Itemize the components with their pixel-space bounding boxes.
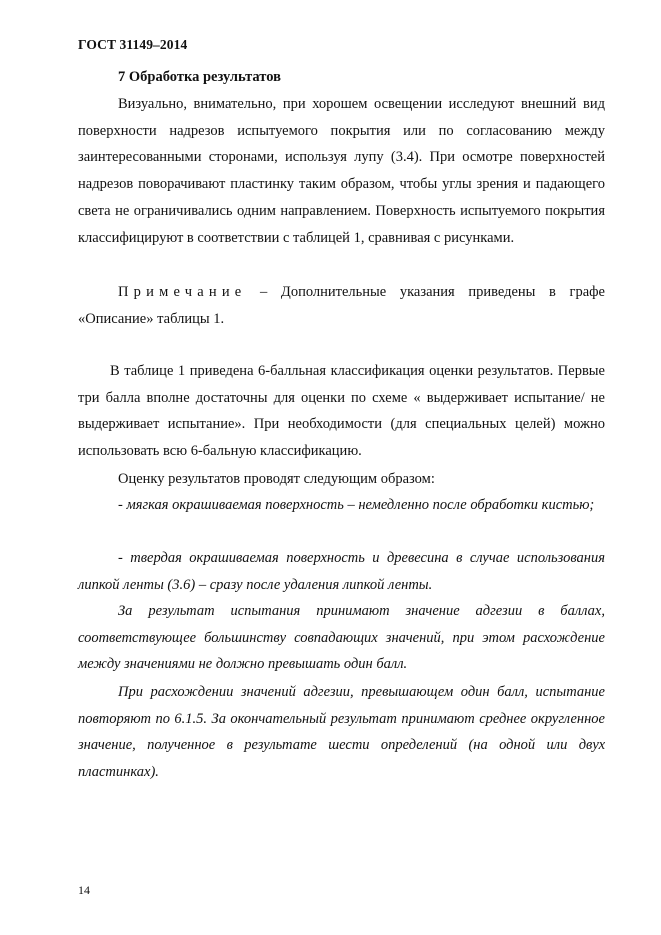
list-item-soft-surface: - мягкая окрашиваемая поверхность – немедленно после обработки кистью; xyxy=(118,497,595,513)
paragraph-visual-inspection: Визуально, внимательно, при хорошем освещении исследуют внешний вид поверхности надрезов испытуемого покрытия или по согласованию между заинтересованными сторонами, используя лупу (3.4). При осмотре поверхностей надрезов поворачивают пластинку таким образом, чтобы углы зрения и падающего света не ограничивались одним направлением. Поверхность испытуемого покрытия классифицируют в соответствии с таблицей 1, сравнивая с рисунками. xyxy=(78,96,605,246)
paragraph-evaluation-intro: Оценку результатов проводят следующим образом: xyxy=(118,471,435,487)
paragraph-test-result: За результат испытания принимают значение адгезии в баллах, соответствующее большинству совпадающих значений, при этом расхождение между значениями не должно превышать один балл. xyxy=(78,603,605,673)
note-label: Примечание xyxy=(118,284,247,300)
note-text: – Дополнительные указания приведены в графе «Описание» таблицы 1. xyxy=(78,284,605,327)
section-title: 7 Обработка результатов xyxy=(118,69,281,85)
list-item-hard-surface: - твердая окрашиваемая поверхность и древесина в случае использования липкой ленты (3.6) – сразу после удаления липкой ленты. xyxy=(78,550,605,593)
standard-header: ГОСТ 31149–2014 xyxy=(78,37,188,52)
paragraph-classification: В таблице 1 приведена 6-балльная классификация оценки результатов. Первые три балла вполне достаточны для оценки по схеме « выдерживает испытание/ не выдерживает испытание». При необходимости (для специальных целей) можно использовать всю 6-бальную классификацию. xyxy=(78,363,605,460)
paragraph-repeat-test: При расхождении значений адгезии, превышающем один балл, испытание повторяют по 6.1.5. За окончательный результат принимают среднее округленное значение, полученное в результате шести определений (на одной или двух пластинках). xyxy=(78,684,605,781)
note-paragraph xyxy=(78,279,605,332)
page-number: 14 xyxy=(78,883,90,897)
